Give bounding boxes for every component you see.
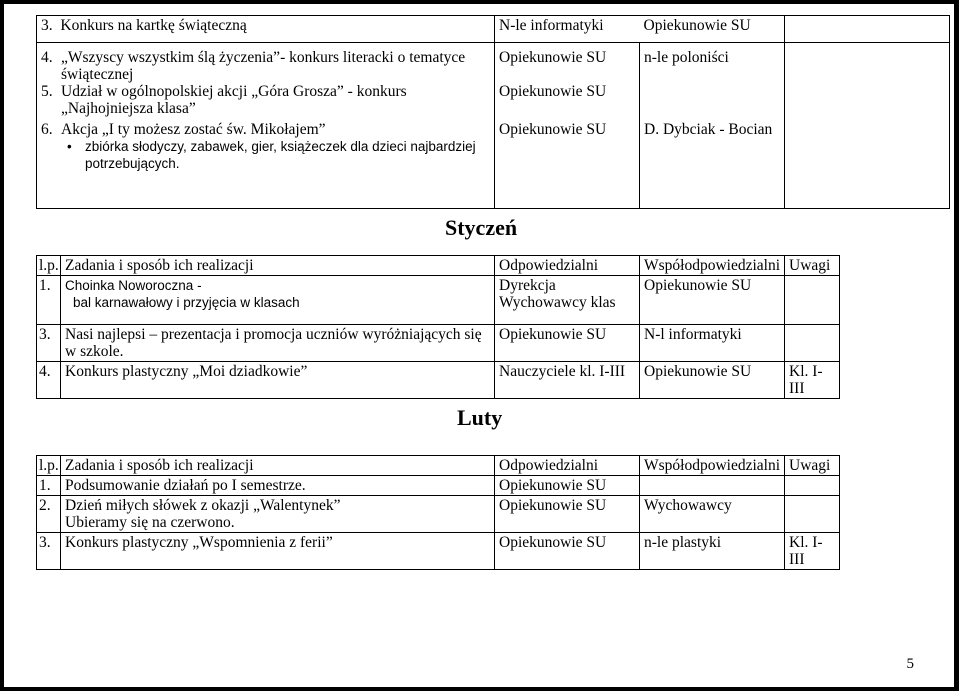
task-text: Konkurs na kartkę świąteczną bbox=[60, 17, 247, 34]
table-row: 1. Podsumowanie działań po I semestrze. Opiekunowie SU bbox=[37, 476, 840, 496]
notes-cell bbox=[785, 16, 950, 43]
task-text: Udział w ogólnopolskiej akcji „Góra Grosza” - konkurs „Najhojniejsza klasa” bbox=[61, 83, 407, 117]
task-text: Akcja „I ty możesz zostać św. Mikołajem” bbox=[61, 121, 326, 138]
table-row: 3. Nasi najlepsi – prezentacja i promocja uczniów wyróżniających się w szkole. Opiekunowie SU N-l informatyki bbox=[37, 325, 840, 362]
table-header-row: l.p. Zadania i sposób ich realizacji Odpowiedzialni Współodpowiedzialni Uwagi bbox=[37, 256, 840, 276]
table-row: 2. Dzień miłych słówek z okazji „Walentynek” Ubieramy się na czerwono. Opiekunowie SU Wychowawcy bbox=[37, 496, 840, 533]
coresponsible-cell: D. Dybciak - Bocian bbox=[644, 121, 773, 138]
table-row: 1. Choinka Noworoczna - bal karnawałowy i przyjęcia w klasach Dyrekcja Wychowawcy klas Opiekunowie SU bbox=[37, 276, 840, 325]
responsible-cell: Opiekunowie SU bbox=[499, 121, 607, 138]
december-table bbox=[36, 15, 950, 209]
section-title-luty: Luty bbox=[457, 405, 503, 430]
responsible-cell: N-le informatyki bbox=[495, 16, 640, 43]
section-title-styczen: Styczeń bbox=[445, 215, 518, 240]
task-bullet: • zbiórka słodyczy, zabawek, gier, książeczek dla dzieci najbardziej potrzebujących. bbox=[61, 138, 490, 172]
table-row: 3. Konkurs na kartkę świąteczną N-le informatyki Opiekunowie SU bbox=[37, 16, 950, 43]
document-page bbox=[4, 4, 954, 687]
table-header-row: l.p. Zadania i sposób ich realizacji Odpowiedzialni Współodpowiedzialni Uwagi bbox=[37, 456, 840, 476]
table-row: 3. Konkurs plastyczny „Wspomnienia z ferii” Opiekunowie SU n-le plastyki Kl. I-III bbox=[37, 533, 840, 570]
styczen-table bbox=[36, 255, 840, 399]
table-row: 4. „Wszyscy wszystkim ślą życzenia”- konkurs literacki o tematyce świątecznej 5. Udział w ogólnopolskiej akcji „Góra Grosza” - konkurs „Najhojniejsza klasa” 6. Akcja „I ty możesz zostać św. Mikołajem” • zbiórka słodyczy, zabawek, gier, książeczek dla dzieci najbardziej potrzebujących. Opiekunowie SU Opiekunowie SU Opiekunowie SU n-le poloniści D. Dybciak - Bocian bbox=[37, 43, 950, 209]
responsible-cell: Opiekunowie SU bbox=[499, 49, 607, 66]
table-row: 4. Konkurs plastyczny „Moi dziadkowie” Nauczyciele kl. I-III Opiekunowie SU Kl. I- III bbox=[37, 362, 840, 399]
task-text: „Wszyscy wszystkim ślą życzenia”- konkurs literacki o tematyce świątecznej bbox=[61, 49, 466, 83]
coresponsible-cell: Opiekunowie SU bbox=[640, 16, 785, 43]
coresponsible-cell: n-le poloniści bbox=[644, 49, 729, 66]
notes-cell bbox=[785, 43, 950, 209]
responsible-cell: Opiekunowie SU bbox=[499, 83, 607, 100]
page-number: 5 bbox=[906, 656, 914, 672]
luty-table bbox=[36, 455, 840, 570]
